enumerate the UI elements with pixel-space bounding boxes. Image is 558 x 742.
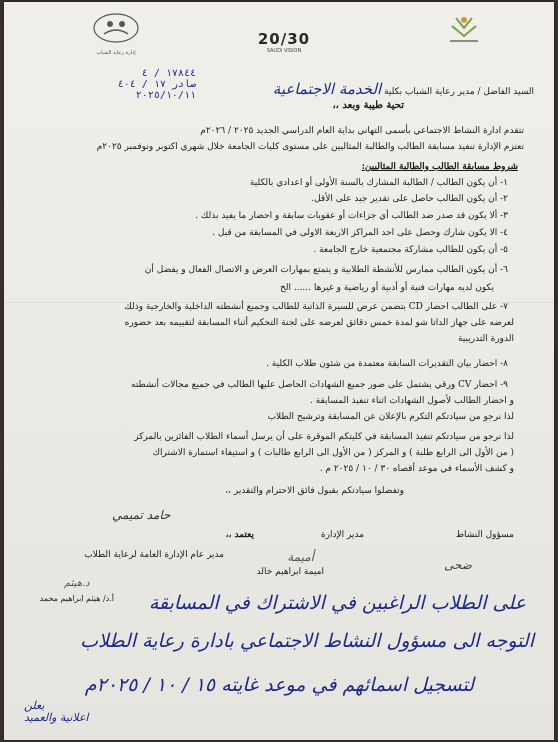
activity-officer-title: مسؤول النشاط [455, 530, 514, 540]
general-manager-signature: د.هيثم [64, 578, 90, 589]
request-line-3: و كشف الأسماء في موعد أقصاه ٣٠ / ١٠ / ٢٠٢٥ م . [319, 464, 514, 474]
condition-10: لذا نرجو من سيادتكم التكرم بالإعلان عن المسابقة وترشيح الطلاب [267, 412, 514, 422]
condition-9-line-1: ٩- احضار CV ورقي يشتمل على صور جميع الشهادات الحاصل عليها الطالب في جميع مجالات أنشطته [131, 380, 508, 390]
greeting: تحية طيبة وبعد ،، [332, 100, 404, 111]
condition-6-line-2: يكون لديه مهارات فنية أو أدبية أو رياضية و غيرها ...... الخ [279, 283, 494, 293]
approved-label: يعتمد ،، [225, 530, 254, 540]
condition-9-line-2: و احضار الطالب لأصول الشهادات اثناء تنفيذ المسابقة . [309, 396, 514, 406]
addressee-line: السيد الفاضل / مدير رعاية الشباب بكلية الخدمة الاجتماعية [272, 80, 534, 98]
condition-4: ٤- الا يكون شارك وحصل على احد المراكز الاربعة الاولى في المسابقة من قبل . [212, 228, 508, 238]
condition-7-line-1: ٧- على الطالب احضار CD يتضمن عرض للسيرة الذاتية للطالب وجميع أنشطته الداخلية والخارجية وذلك [124, 302, 508, 312]
document-page [4, 2, 554, 740]
request-line-1: لذا نرجو من سيادتكم تنفيذ المسابقة في كليتكم الموقرة على أن يرسل أسماء الطلاب الفائزين بالمركز [134, 432, 514, 442]
closing: وتفضلوا سيادتكم بقبول فائق الاحترام والتقدير ،، [225, 486, 404, 496]
general-manager-name: أ.د/ هيثم ابراهيم محمد [39, 594, 114, 603]
request-line-2: ( من الأول الى الرابع طلبة ) و المركز ( من الأول الى الرابع طالبات ) و استيفاء استمارة الاشتراك [152, 448, 514, 458]
university-logo-icon [434, 12, 494, 52]
reference-stamp: ١٧٨٤٤ / ٤ صادر ١٧ / ٤٠٤ ٢٠٢٥/١٠/١١ [117, 68, 196, 101]
intro-line-1: تتقدم ادارة النشاط الاجتماعي بأسمى التهاني بداية العام الدراسي الجديد ٢٠٢٥ / ٢٠٢٦م [200, 126, 524, 136]
vision-2030-logo: 20/30 SAUDI VISION [257, 30, 311, 54]
admin-manager-title: مدير الإدارة [320, 530, 364, 540]
condition-5: ٥- أن يكون للطالب مشاركة مجتمعية خارج الجامعة . [313, 245, 508, 255]
condition-2: ٢- أن يكون الطالب حاصل على تقدير جيد على الأقل. [311, 194, 508, 204]
admin-manager-name: اميمة ابراهيم خالد [256, 567, 324, 577]
handwritten-corner-note: يعلن اعلانية والعميد [24, 699, 89, 724]
paper-fold-line [4, 302, 554, 303]
conditions-heading: شروط مسابقة الطالب والطالبة المثاليين: [361, 162, 518, 172]
condition-3: ٣- ألا يكون قد صدر ضد الطالب أي جزاءات أو عقوبات سابقة و احضار ما يفيد بذلك . [195, 211, 508, 221]
admin-manager-signature: أميمة [287, 550, 314, 564]
handwritten-note-line-1: على الطلاب الراغبين في الاشتراك في المسابقة [148, 592, 526, 614]
manager-signature: حامد تميمي [112, 508, 171, 522]
activity-officer-signature: ضحى [444, 558, 472, 572]
condition-1: ١- أن يكون الطالب / الطالبة المشارك بالسنة الأولى أو اعدادي بالكلية [249, 178, 508, 188]
condition-8: ٨- احضار بيان التقديرات السابقة معتمدة من شئون طلاب الكلية . [266, 359, 508, 369]
handwritten-note-line-3: لتسجيل اسمائهم في موعد غايته ١٥ / ١٠ / ٢٠٢٥م [84, 674, 474, 696]
youth-welfare-emblem-icon [76, 10, 156, 46]
intro-line-2: تعتزم الإدارة تنفيذ مسابقة الطالب والطالبة المثاليين على مستوى كليات الجامعة خلال شهري اكتوبر ونوفمبر ٢٠٢٥م [96, 142, 524, 152]
condition-6-line-1: ٦- أن يكون الطالب ممارس للأنشطة الطلابية و يتمتع بمهارات العرض و الاتصال الفعال و يفضل أن [144, 265, 508, 275]
youth-welfare-logo: إدارة رعاية الشباب [76, 10, 156, 58]
condition-7-line-2: لعرضه على جهاز الداتا شو لمدة خمس دقائق لعرضه على لجنة التحكيم أثناء المسابقة لتقييمه بعد حضوره [124, 318, 514, 328]
handwritten-note-line-2: التوجه الى مسؤول النشاط الاجتماعي بادارة رعاية الطلاب [80, 630, 534, 652]
condition-7-line-3: الدورة التدريبية [457, 334, 514, 344]
general-manager-title: مدير عام الإدارة العامة لرعاية الطلاب [84, 550, 224, 560]
